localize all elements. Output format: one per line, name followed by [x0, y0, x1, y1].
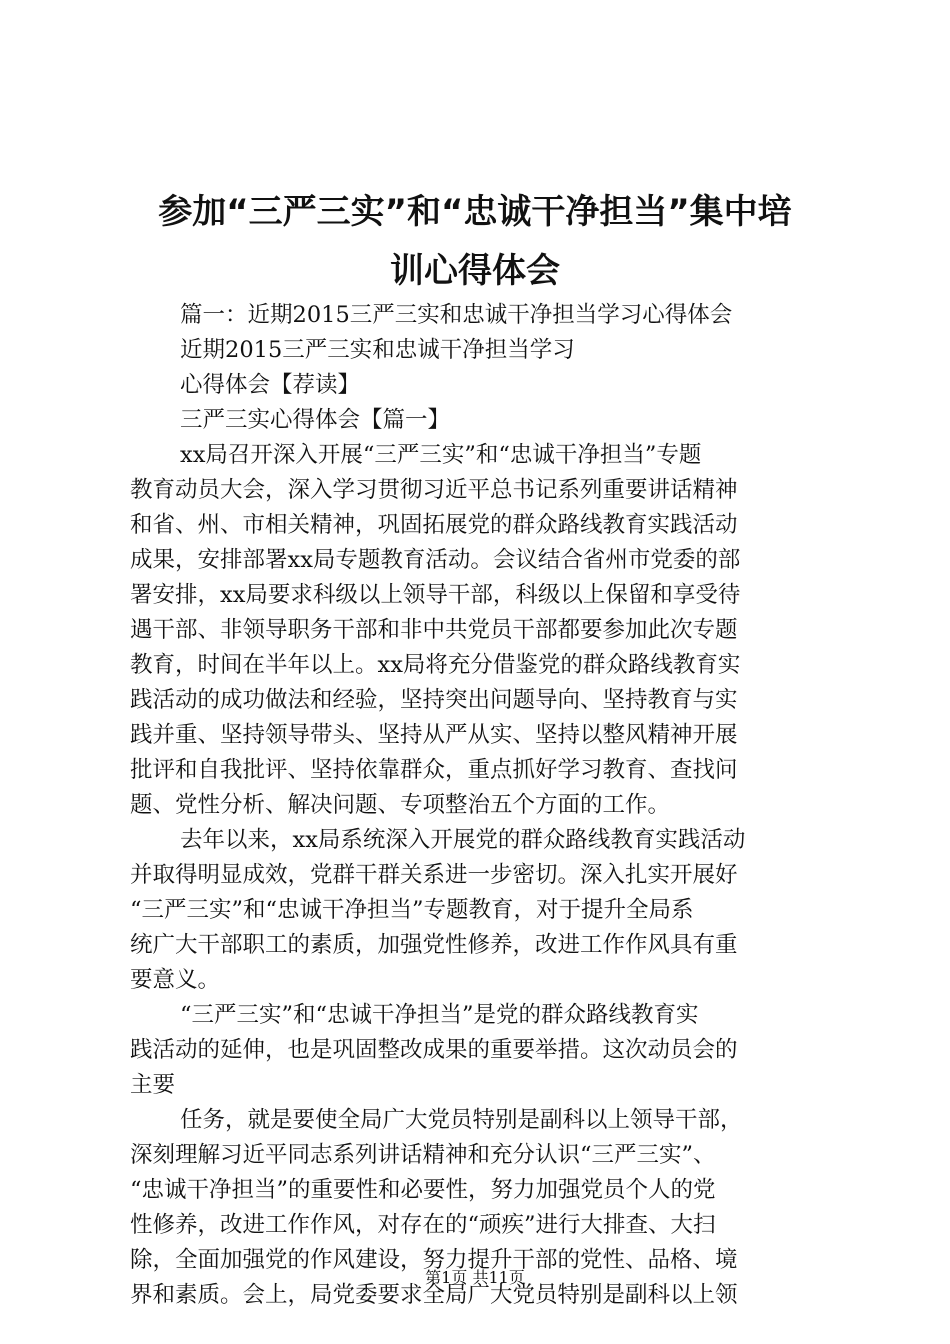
- paragraph-line: “三严三实”和“忠诚干净担当”是党的群众路线教育实: [180, 1002, 699, 1028]
- paragraph-line: 性修养，改进工作作风，对存在的“顽疾”进行大排查、大扫: [130, 1212, 716, 1238]
- heading-line: 三严三实心得体会【篇一】: [180, 407, 451, 433]
- paragraph-line: 除，全面加强党的作风建设，努力提升干部的党性、品格、境: [130, 1247, 738, 1273]
- paragraph-line: 题、党性分析、解决问题、专项整治五个方面的工作。: [130, 792, 671, 818]
- paragraph-line: 和省、州、市相关精神，巩固拓展党的群众路线教育实践活动: [130, 512, 738, 538]
- paragraph-line: 遇干部、非领导职务干部和非中共党员干部都要参加此次专题: [130, 617, 738, 643]
- paragraph-line: 深刻理解习近平同志系列讲话精神和充分认识“三严三实”、: [130, 1142, 716, 1168]
- paragraph-line: 成果，安排部署xx局专题教育活动。会议结合省州市党委的部: [130, 547, 741, 573]
- paragraph-line: 去年以来，xx局系统深入开展党的群众路线教育实践活动: [180, 827, 746, 853]
- document-body: [130, 298, 830, 1313]
- paragraph-line: 批评和自我批评、坚持依靠群众，重点抓好学习教育、查找问: [130, 757, 738, 783]
- paragraph-line: 要意义。: [130, 967, 221, 993]
- paragraph-line: 教育，时间在半年以上。xx局将充分借鉴党的群众路线教育实: [130, 652, 741, 678]
- paragraph-3: [130, 998, 830, 1103]
- paragraph-line: 任务，就是要使全局广大党员特别是副科以上领导干部，: [180, 1107, 743, 1133]
- paragraph-line: “忠诚干净担当”的重要性和必要性，努力加强党员个人的党: [130, 1177, 716, 1203]
- paragraph-line: 主要: [130, 1072, 176, 1098]
- paragraph-line: 统广大干部职工的素质，加强党性修养，改进工作作风具有重: [130, 932, 738, 958]
- paragraph-line: 践并重、坚持领导带头、坚持从严从实、坚持以整风精神开展: [130, 722, 738, 748]
- paragraph-line: “三严三实”和“忠诚干净担当”专题教育，对于提升全局系: [130, 897, 694, 923]
- heading-line: 心得体会【荐读】: [180, 372, 361, 398]
- paragraph-line: 界和素质。会上，局党委要求全局广大党员特别是副科以上领: [130, 1282, 738, 1308]
- paragraph-line: 践活动的成功做法和经验，坚持突出问题导向、坚持教育与实: [130, 687, 738, 713]
- document-title-line-2: 训心得体会: [390, 251, 560, 291]
- document-title-line-1: 参加“三严三实”和“忠诚干净担当”集中培: [158, 192, 792, 232]
- heading-line: 篇一：近期2015三严三实和忠诚干净担当学习心得体会: [180, 302, 733, 328]
- paragraph-line: 教育动员大会，深入学习贯彻习近平总书记系列重要讲话精神: [130, 477, 738, 503]
- paragraph-line: xx局召开深入开展“三严三实”和“忠诚干净担当”专题: [180, 442, 702, 468]
- paragraph-line: 并取得明显成效，党群干群关系进一步密切。深入扎实开展好: [130, 862, 738, 888]
- paragraph-line: 践活动的延伸，也是巩固整改成果的重要举措。这次动员会的: [130, 1037, 738, 1063]
- paragraph-line: 署安排，xx局要求科级以上领导干部，科级以上保留和享受待: [130, 582, 741, 608]
- heading-line: 近期2015三严三实和忠诚干净担当学习: [180, 337, 575, 363]
- page-footer: 第1页 共11页: [425, 1268, 525, 1287]
- paragraph-2: [130, 823, 830, 998]
- paragraph-1: [130, 438, 830, 823]
